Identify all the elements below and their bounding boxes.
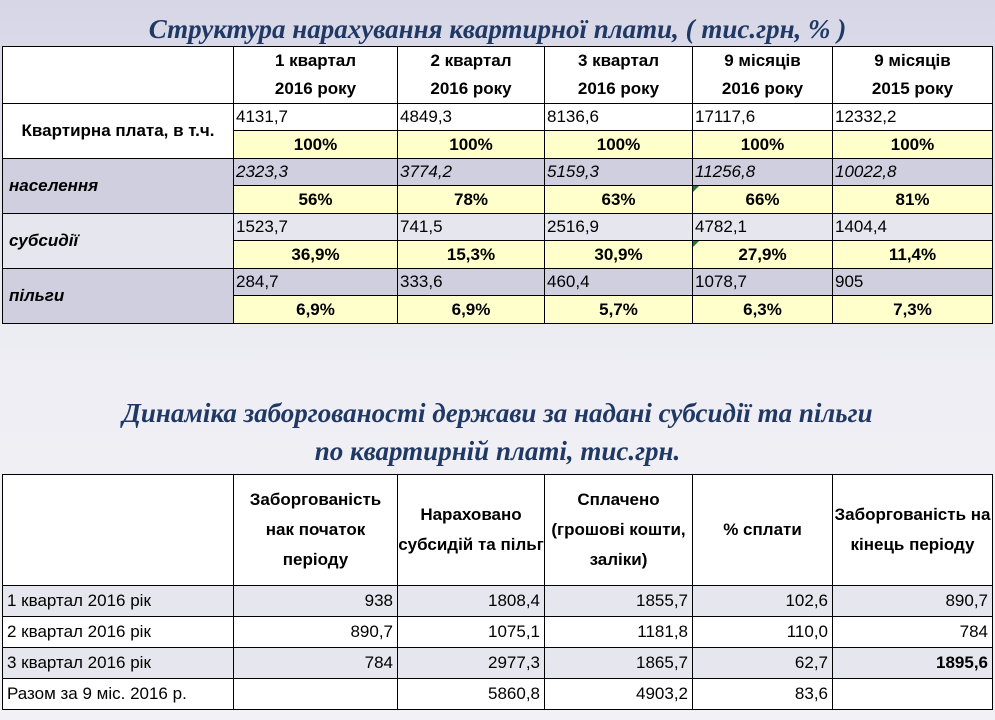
col-header-line2: 2016 року [577,79,660,98]
table-cell: 1181,8 [545,617,693,648]
row-label: 3 квартал 2016 рік [3,648,234,679]
value-cell: 284,7 [234,269,398,296]
percent-cell: 78% [398,186,545,214]
table-cell: 83,6 [693,679,833,710]
col-header-line1: 3 квартал [577,51,660,70]
col-header: % сплати [693,475,833,586]
table-cell: 62,7 [693,648,833,679]
percent-cell: 63% [545,186,693,214]
col-header-line1: 2 квартал [430,51,512,70]
structure-table [2,46,993,324]
percent-cell: 56% [234,186,398,214]
percent-cell: 100% [693,131,833,159]
col-header: Заборгованість на кінець періоду [833,475,993,586]
percent-cell: 81% [833,186,993,214]
row-label: Разом за 9 міс. 2016 р. [3,679,234,710]
corner-cell [3,475,234,586]
percent-cell: 30,9% [545,241,693,269]
value-cell: 11256,8 [693,159,833,186]
col-header [398,47,545,104]
value-row [3,159,993,186]
col-header [693,47,833,104]
percent-text: 27,9% [738,245,787,264]
corner-cell [3,47,234,104]
col-header-line1: 1 квартал [274,51,357,70]
col-header-line1: 9 місяців [724,51,801,70]
debt-title-line1: Динаміка заборгованості держави за надані субсидії та пільги [122,398,873,428]
percent-cell: 100% [398,131,545,159]
row-label: Квартирна плата, в т.ч. [3,104,234,159]
col-header [234,47,398,104]
table-cell: 102,6 [693,586,833,617]
percent-cell [693,186,833,214]
table-cell: 784 [833,617,993,648]
value-cell: 17117,6 [693,104,833,131]
percent-cell: 6,9% [398,296,545,324]
value-cell: 5159,3 [545,159,693,186]
debt-table [2,474,993,710]
col-header-line1: 9 місяців [874,51,951,70]
col-header: Сплачено (грошові кошти, заліки) [545,475,693,586]
row-label: пільги [3,269,234,324]
percent-cell: 5,7% [545,296,693,324]
total-row [3,679,993,710]
table-cell [234,679,398,710]
percent-cell: 6,3% [693,296,833,324]
table-cell: 1865,7 [545,648,693,679]
value-cell: 741,5 [398,214,545,241]
table-cell: 890,7 [833,586,993,617]
col-header: Заборгованість нак початок періоду [234,475,398,586]
debt-title-line2: по квартирній платі, тис.грн. [314,436,681,466]
table-cell: 1075,1 [398,617,545,648]
table-cell: 938 [234,586,398,617]
percent-cell: 100% [833,131,993,159]
value-cell: 8136,6 [545,104,693,131]
error-flag-icon [693,241,699,247]
table-cell: 1895,6 [833,648,993,679]
percent-cell: 100% [234,131,398,159]
table-cell: 784 [234,648,398,679]
table-cell: 1855,7 [545,586,693,617]
value-cell: 905 [833,269,993,296]
table-cell: 2977,3 [398,648,545,679]
value-row [3,214,993,241]
value-cell: 4849,3 [398,104,545,131]
percent-cell [693,241,833,269]
row-label: населення [3,159,234,214]
percent-text: 66% [745,190,780,209]
col-header-line2: 2016 року [274,79,357,98]
percent-cell: 100% [545,131,693,159]
value-row [3,104,993,131]
structure-header-row [3,47,993,104]
value-row [3,269,993,296]
percent-cell: 7,3% [833,296,993,324]
row-label: субсидії [3,214,234,269]
table-cell: 110,0 [693,617,833,648]
col-header-line2: 2016 року [721,79,804,98]
value-cell: 333,6 [398,269,545,296]
value-cell: 1078,7 [693,269,833,296]
value-cell: 4782,1 [693,214,833,241]
debt-header-row [3,475,993,586]
structure-title: Структура нарахування квартирної плати, ( тис.грн, % ) [148,14,847,44]
table-cell: 890,7 [234,617,398,648]
value-cell: 460,4 [545,269,693,296]
value-cell: 2323,3 [234,159,398,186]
col-header [833,47,993,104]
value-cell: 2516,9 [545,214,693,241]
table-row [3,617,993,648]
percent-cell: 15,3% [398,241,545,269]
value-cell: 4131,7 [234,104,398,131]
row-label: 1 квартал 2016 рік [3,586,234,617]
table-cell: 1808,4 [398,586,545,617]
percent-cell: 11,4% [833,241,993,269]
table-row [3,586,993,617]
value-cell: 12332,2 [833,104,993,131]
row-label: 2 квартал 2016 рік [3,617,234,648]
table-row [3,648,993,679]
col-header-line2: 2016 року [430,79,512,98]
value-cell: 1404,4 [833,214,993,241]
percent-cell: 36,9% [234,241,398,269]
col-header [545,47,693,104]
table-cell: 4903,2 [545,679,693,710]
col-header: Нараховано субсидій та пільг [398,475,545,586]
col-header-line2: 2015 року [871,79,954,98]
table-cell: 5860,8 [398,679,545,710]
value-cell: 1523,7 [234,214,398,241]
value-cell: 10022,8 [833,159,993,186]
error-flag-icon [693,186,699,192]
value-cell: 3774,2 [398,159,545,186]
table-cell [833,679,993,710]
percent-cell: 6,9% [234,296,398,324]
